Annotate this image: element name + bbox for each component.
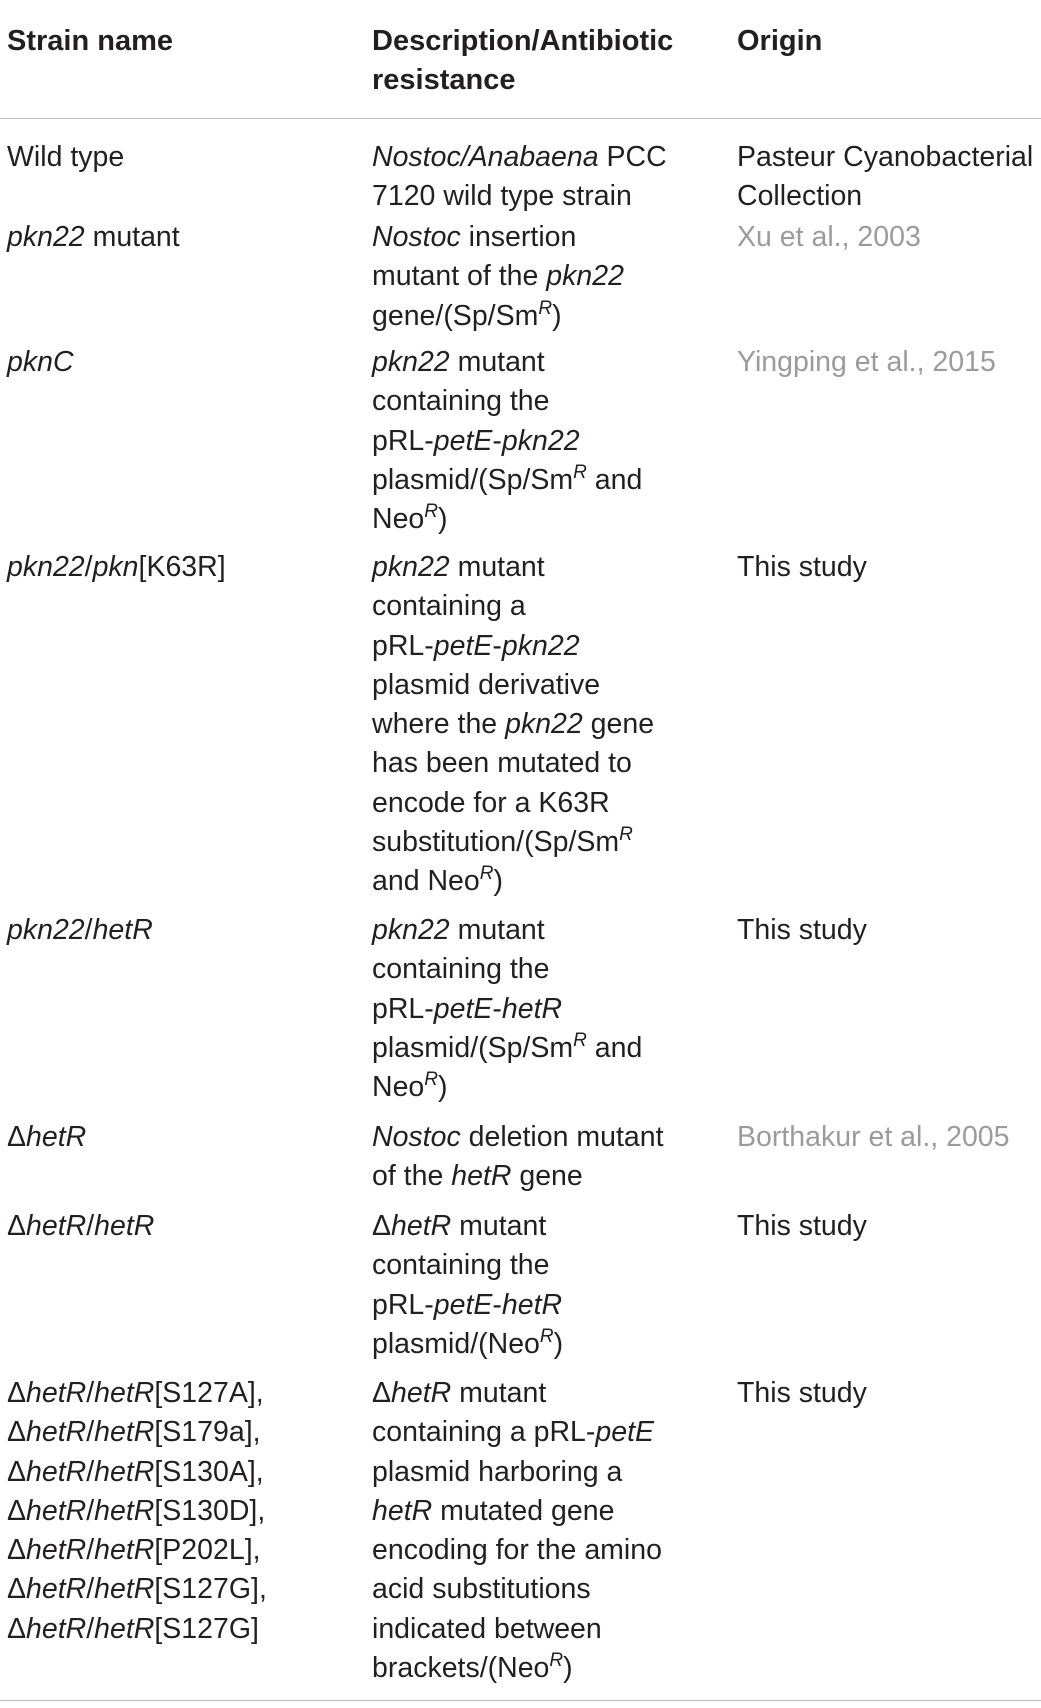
- strain-cell: [7, 138, 347, 177]
- origin-cell-line: This study: [737, 1377, 867, 1409]
- description-cell-line: has been mutated to: [372, 747, 632, 780]
- strain-cell: [7, 548, 347, 587]
- description-cell-line: of the hetR gene: [372, 1160, 583, 1193]
- origin-cell: [737, 138, 1037, 217]
- strain-cell-line: ΔhetR/hetR[P202L],: [7, 1534, 261, 1567]
- strain-cell-line: Wild type: [7, 141, 125, 173]
- description-cell-line: pkn22 mutant: [372, 551, 545, 583]
- description-cell-line: ΔhetR mutant: [372, 1377, 547, 1409]
- description-cell-line: encode for a K63R: [372, 786, 610, 819]
- origin-cell-line: Borthakur et al., 2005: [737, 1121, 1010, 1153]
- origin-cell: [737, 911, 1037, 950]
- strain-cell-line: ΔhetR/hetR[S127G]: [7, 1612, 259, 1645]
- description-cell: [372, 138, 712, 217]
- strain-cell: [7, 343, 347, 382]
- origin-cell-line: This study: [737, 551, 867, 583]
- description-cell-line: substitution/($Sp/Sm^R$: [372, 824, 633, 859]
- description-cell-line: acid substitutions: [372, 1573, 591, 1606]
- strain-cell: [7, 1374, 347, 1649]
- description-cell: [372, 548, 712, 902]
- origin-cell: [737, 1374, 1037, 1413]
- description-cell-line: pkn22 mutant: [372, 914, 545, 946]
- description-cell: [372, 1374, 712, 1688]
- description-cell-line: where the pkn22 gene: [372, 708, 655, 741]
- description-cell: [372, 343, 712, 539]
- header-strain-name: Strain name: [7, 25, 173, 57]
- description-cell-line: plasmid/($Sp/Sm^R$ and: [372, 1029, 643, 1064]
- description-cell-line: hetR mutated gene: [372, 1494, 615, 1527]
- bottom-rule: [0, 1700, 1041, 1701]
- description-cell-line: and Neo$^R$): [372, 863, 503, 898]
- strain-cell-line: pknC: [7, 346, 74, 378]
- origin-cell-line: Yingping et al., 2015: [737, 346, 996, 378]
- description-cell: [372, 1207, 712, 1364]
- description-cell-line: Neo$^R$): [372, 501, 448, 536]
- strain-cell: [7, 218, 347, 257]
- strain-cell-line: ΔhetR/hetR[S127G],: [7, 1573, 267, 1606]
- description-cell-line: mutant of the pkn22: [372, 260, 624, 293]
- description-cell-line: pRL-petE-pkn22: [372, 629, 580, 662]
- description-cell-line: containing the: [372, 953, 550, 986]
- strain-cell-line: pkn22/pkn[K63R]: [7, 551, 226, 583]
- header-origin: Origin: [737, 25, 823, 57]
- origin-cell: [737, 1118, 1037, 1157]
- description-cell-line: gene/$(Sp/Sm^R)$: [372, 297, 562, 332]
- strain-cell-line: ΔhetR/hetR[S130A],: [7, 1455, 264, 1488]
- strain-cell: [7, 911, 347, 950]
- origin-cell-line: This study: [737, 1210, 867, 1242]
- description-cell-line: Nostoc/Anabaena PCC: [372, 141, 667, 173]
- description-cell: [372, 911, 712, 1107]
- description-cell: [372, 1118, 712, 1197]
- table-header: [0, 0, 1041, 119]
- description-cell-line: ΔhetR mutant: [372, 1210, 547, 1242]
- description-cell-line: Neo$^R$): [372, 1069, 448, 1104]
- description-cell-line: containing a: [372, 590, 526, 623]
- description-cell-line: pRL-petE-hetR: [372, 992, 563, 1025]
- description-cell: [372, 218, 712, 336]
- strain-cell-line: pkn22 mutant: [7, 221, 180, 253]
- origin-cell-line: Pasteur Cyanobacterial: [737, 141, 1034, 173]
- strain-cell-line: ΔhetR/hetR: [7, 1210, 155, 1242]
- header-description-line1: Description/Antibiotic: [372, 25, 674, 57]
- origin-cell-line: This study: [737, 914, 867, 946]
- origin-cell: [737, 1207, 1037, 1246]
- description-cell-line: pkn22 mutant: [372, 346, 545, 378]
- description-cell-line: plasmid harboring a: [372, 1455, 623, 1488]
- description-cell-line: 7120 wild type strain: [372, 180, 632, 213]
- description-cell-line: Nostoc deletion mutant: [372, 1121, 664, 1153]
- description-cell-line: indicated between: [372, 1612, 602, 1645]
- strain-cell-line: pkn22/hetR: [7, 914, 153, 946]
- strain-cell-line: ΔhetR/hetR[S130D],: [7, 1494, 266, 1527]
- description-cell-line: Nostoc insertion: [372, 221, 577, 253]
- origin-cell: [737, 343, 1037, 382]
- description-cell-line: containing the: [372, 385, 550, 418]
- header-description-line2: resistance: [372, 64, 516, 96]
- description-cell-line: plasmid/($Sp/Sm^R$ and: [372, 461, 643, 496]
- origin-cell-line: Collection: [737, 180, 863, 213]
- description-cell-line: pRL-petE-pkn22: [372, 424, 580, 457]
- strain-cell: [7, 1207, 347, 1246]
- description-cell-line: pRL-petE-hetR: [372, 1288, 563, 1321]
- origin-cell-line: Xu et al., 2003: [737, 221, 921, 253]
- strain-cell-line: ΔhetR: [7, 1121, 87, 1153]
- strain-cell: [7, 1118, 347, 1157]
- header-description: [372, 22, 712, 100]
- description-cell-line: plasmid/(Neo$^R$): [372, 1325, 564, 1360]
- description-cell-line: brackets/(Neo$^R$): [372, 1650, 573, 1685]
- origin-cell: [737, 548, 1037, 587]
- strain-cell-line: ΔhetR/hetR[S179a],: [7, 1416, 261, 1449]
- origin-cell: [737, 218, 1037, 257]
- description-cell-line: containing a pRL-petE: [372, 1416, 655, 1449]
- description-cell-line: encoding for the amino: [372, 1534, 662, 1567]
- strain-cell-line: ΔhetR/hetR[S127A],: [7, 1377, 264, 1409]
- description-cell-line: containing the: [372, 1249, 550, 1282]
- description-cell-line: plasmid derivative: [372, 668, 601, 701]
